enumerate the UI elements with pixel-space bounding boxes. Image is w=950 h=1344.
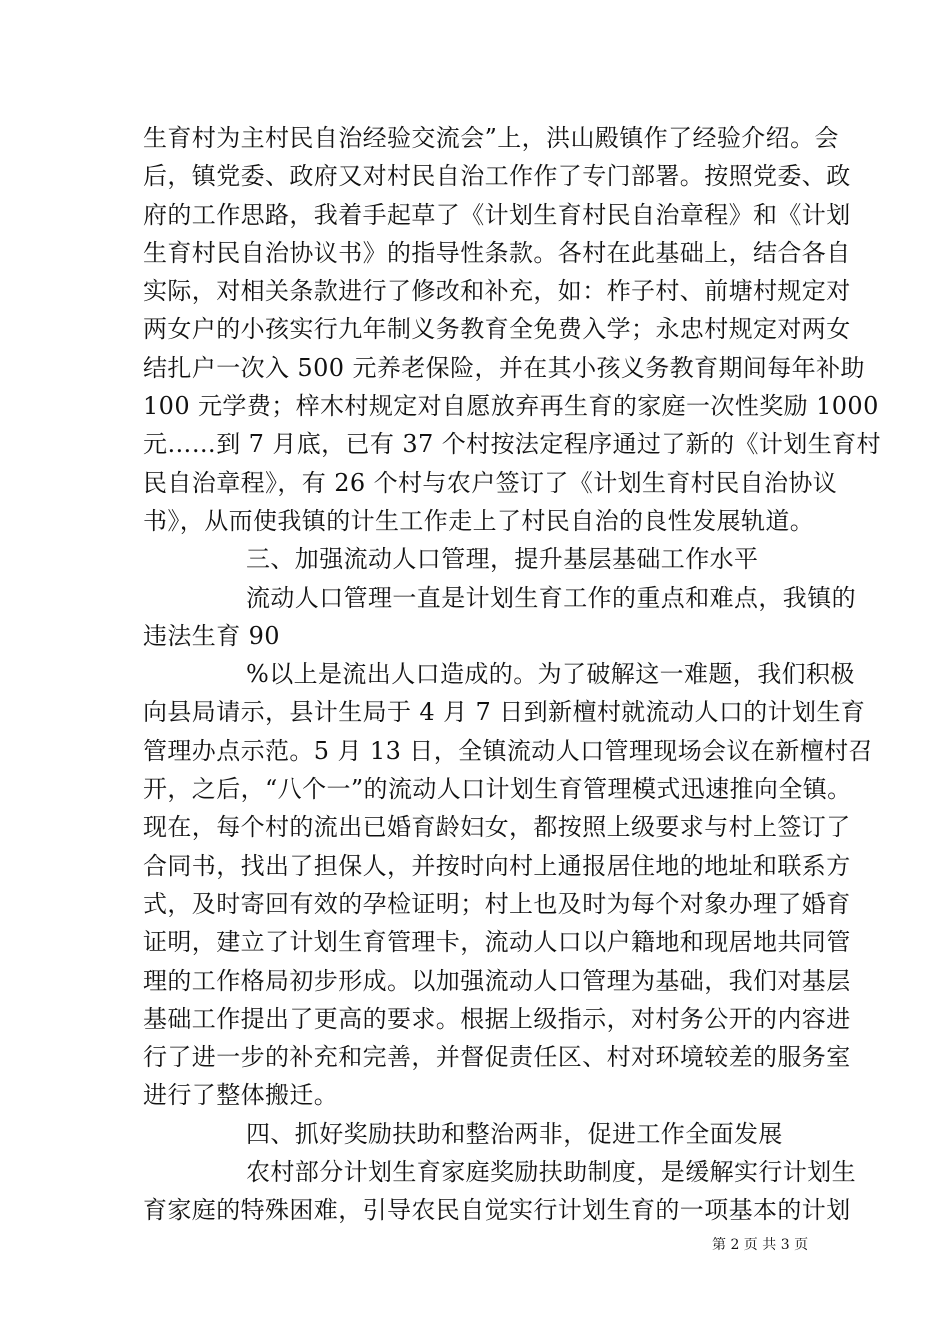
section-heading: 三、加强流动人口管理，提升基层基础工作水平 [246,545,759,574]
text-line: 两女户的小孩实行九年制义务教育全免费入学；永忠村规定对两女 [143,315,851,344]
text-line: 违法生育 90 [143,621,280,650]
text-line: 向县局请示，县计生局于 4 月 7 日到新檀村就流动人口的计划生育 [143,698,866,727]
text-line: 行了进一步的补充和完善，并督促责任区、村对环境较差的服务室 [143,1043,851,1072]
text-line: 管理办点示范。5 月 13 日，全镇流动人口管理现场会议在新檀村召 [143,736,873,765]
paragraph-start: 流动人口管理一直是计划生育工作的重点和难点，我镇的 [246,583,856,612]
text-line: 生育村为主村民自治经验交流会”上，洪山殿镇作了经验介绍。会 [143,124,839,152]
text-line: 结扎户一次入 500 元养老保险，并在其小孩义务教育期间每年补助 [143,353,865,382]
page-footer: 第 2 页 共 3 页 [712,1237,809,1253]
text-line: 开，之后，“八个一”的流动人口计划生育管理模式迅速推向全镇。 [143,775,852,804]
text-line: 府的工作思路，我着手起草了《计划生育村民自治章程》和《计划 [143,200,851,229]
text-line: 式，及时寄回有效的孕检证明；村上也及时为每个对象办理了婚育 [143,889,851,918]
section-heading: 四、抓好奖励扶助和整治两非，促进工作全面发展 [246,1119,783,1148]
text-line: 书》，从而使我镇的计生工作走上了村民自治的良性发展轨道。 [143,506,815,535]
text-line: 育家庭的特殊困难，引导农民自觉实行计划生育的一项基本的计划 [143,1196,851,1225]
text-line: 证明，建立了计划生育管理卡，流动人口以户籍地和现居地共同管 [143,928,851,957]
text-line: 生育村民自治协议书》的指导性条款。各村在此基础上，结合各自 [143,238,851,267]
text-line: 元……到 7 月底，已有 37 个村按法定程序通过了新的《计划生育村 [143,430,881,459]
paragraph-start: 农村部分计划生育家庭奖励扶助制度，是缓解实行计划生 [246,1158,856,1187]
text-line: 民自治章程》，有 26 个村与农户签订了《计划生育村民自治协议 [143,468,838,497]
text-line: 100 元学费；梓木村规定对自愿放弃再生育的家庭一次性奖励 1000 [143,392,879,421]
text-line: 实际，对相关条款进行了修改和补充，如：柞子村、前塘村规定对 [143,277,851,306]
text-line: 理的工作格局初步形成。以加强流动人口管理为基础，我们对基层 [143,966,851,995]
document-body [143,119,881,1230]
text-line: 现在，每个村的流出已婚育龄妇女，都按照上级要求与村上签订了 [143,813,851,842]
text-line: 基础工作提出了更高的要求。根据上级指示，对村务公开的内容进 [143,1004,851,1033]
text-line: 后，镇党委、政府又对村民自治工作作了专门部署。按照党委、政 [143,162,851,191]
paragraph-start: %以上是流出人口造成的。为了破解这一难题，我们积极 [246,660,855,689]
text-line: 合同书，找出了担保人，并按时向村上通报居住地的地址和联系方 [143,851,851,880]
text-line: 进行了整体搬迁。 [143,1081,339,1110]
